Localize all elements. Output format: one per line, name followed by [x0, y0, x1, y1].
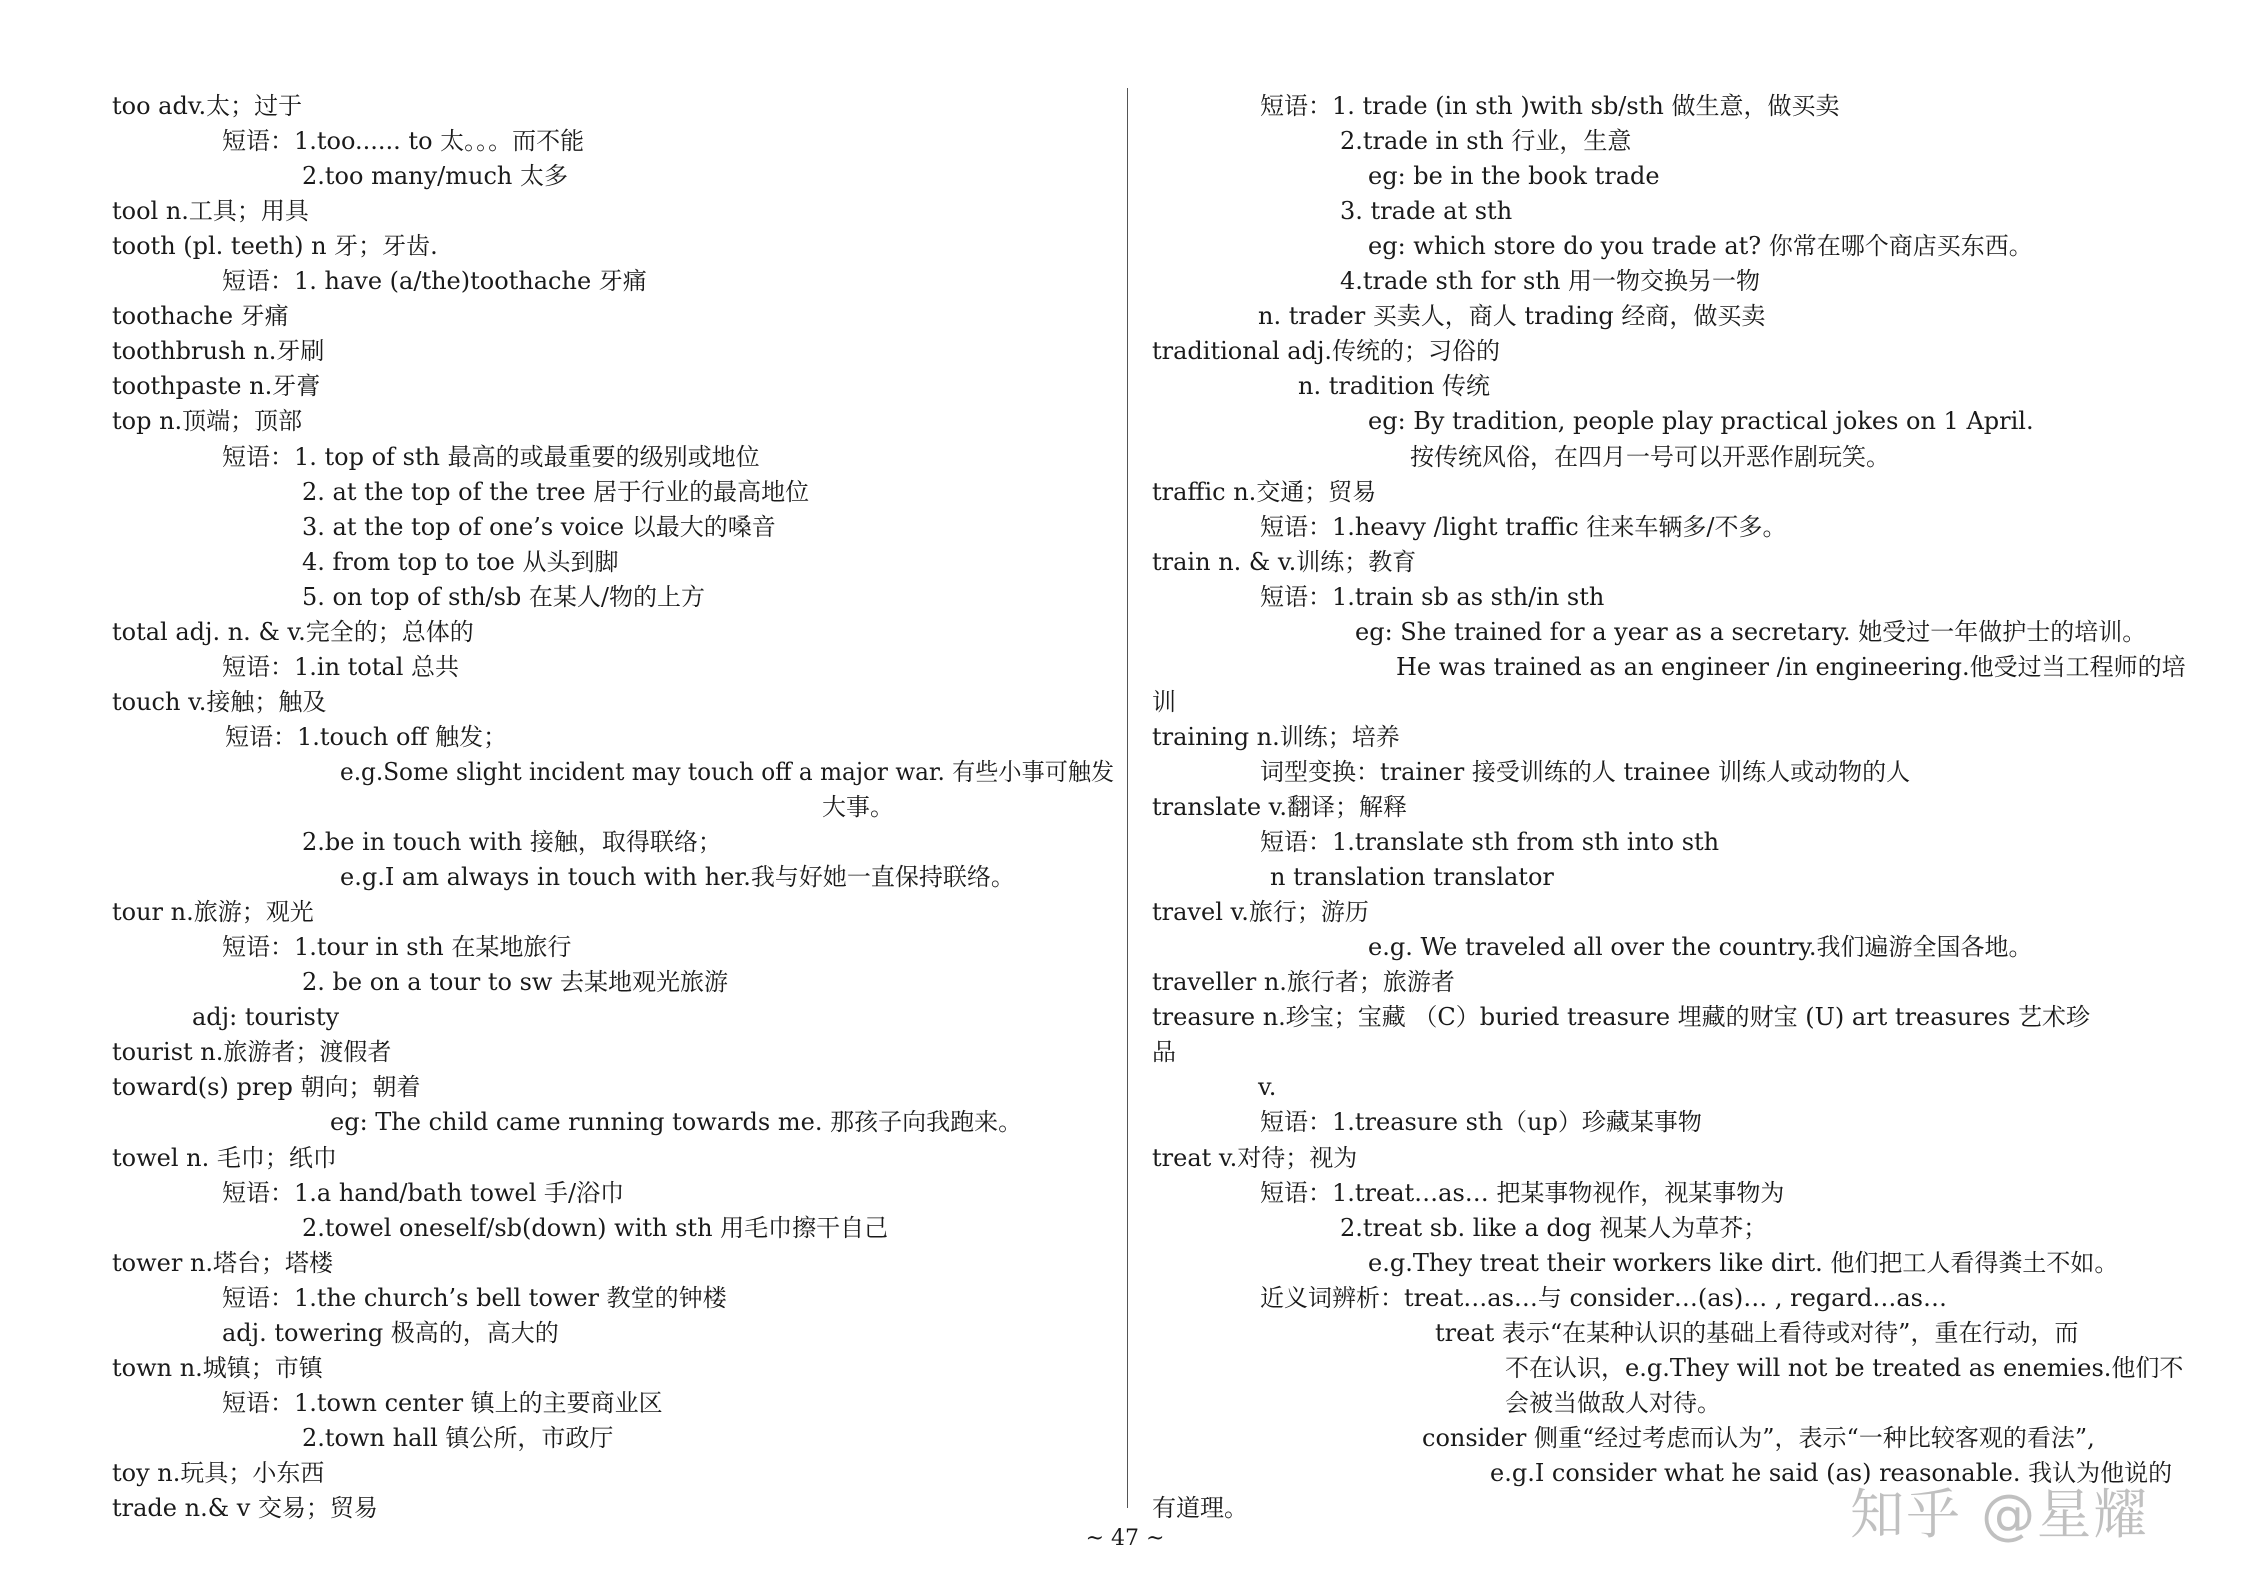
text-line: 按传统风俗，在四月一号可以开恶作剧玩笑。	[1410, 443, 1890, 471]
text-line: travel v.旅行；游历	[1152, 898, 1369, 926]
text-line: 短语：1.a hand/bath towel 手/浴巾	[222, 1179, 625, 1207]
text-line: traffic n.交通；贸易	[1152, 478, 1377, 506]
text-line: 大事。	[822, 793, 894, 821]
text-line: 短语：1.treasure sth（up）珍藏某事物	[1260, 1108, 1702, 1136]
page-number: ~ 47 ~	[1085, 1526, 1165, 1551]
text-line: e.g. We traveled all over the country.我们遍游全国各地。	[1368, 933, 2033, 961]
text-line: 3. at the top of one’s voice 以最大的嗓音	[302, 513, 776, 541]
text-line: touch v.接触；触及	[112, 688, 327, 716]
text-line: eg: be in the book trade	[1368, 162, 1660, 190]
text-line: 4.trade sth for sth 用一物交换另一物	[1340, 267, 1761, 295]
text-line: eg: By tradition, people play practical jokes on 1 April.	[1368, 407, 2034, 435]
text-line: 有道理。	[1152, 1494, 1248, 1522]
text-line: 短语：1. have (a/the)toothache 牙痛	[222, 267, 647, 295]
text-line: 短语：1.train sb as sth/in sth	[1260, 583, 1605, 611]
text-line: 2. be on a tour to sw 去某地观光旅游	[302, 968, 729, 996]
text-line: He was trained as an engineer /in engineering.他受过当工程师的培	[1396, 653, 2186, 681]
text-line: towel n. 毛巾；纸巾	[112, 1144, 337, 1172]
left-column	[0, 0, 1120, 1587]
text-line: eg: She trained for a year as a secretary. 她受过一年做护士的培训。	[1355, 618, 2147, 646]
text-line: traditional adj.传统的；习俗的	[1152, 337, 1501, 365]
text-line: 短语：1.treat…as… 把某事物视作，视某事物为	[1260, 1179, 1785, 1207]
text-line: treasure n.珍宝；宝藏 （C）buried treasure 埋藏的财宝 (U) art treasures 艺术珍	[1152, 1003, 2090, 1031]
text-line: 不在认识，e.g.They will not be treated as enemies.他们不	[1505, 1354, 2184, 1382]
text-line: tool n.工具；用具	[112, 197, 309, 225]
text-line: toy n.玩具；小东西	[112, 1459, 325, 1487]
text-line: 近义词辨析：treat…as…与 consider…(as)… , regard…as…	[1260, 1284, 1947, 1312]
text-line: 短语：1.too...... to 太。。。而不能	[222, 127, 585, 155]
text-line: 词型变换：trainer 接受训练的人 trainee 训练人或动物的人	[1260, 758, 1911, 786]
text-line: 短语：1.translate sth from sth into sth	[1260, 828, 1720, 856]
text-line: eg: which store do you trade at? 你常在哪个商店买东西。	[1368, 232, 2033, 260]
text-line: eg: The child came running towards me. 那孩子向我跑来。	[330, 1108, 1023, 1136]
text-line: 2.towel oneself/sb(down) with sth 用毛巾擦干自己	[302, 1214, 889, 1242]
text-line: treat 表示“在某种认识的基础上看待或对待”，重在行动，而	[1435, 1319, 2079, 1347]
text-line: e.g.Some slight incident may touch off a major war. 有些小事可触发	[340, 758, 1115, 786]
text-line: 会被当做敌人对待。	[1505, 1389, 1721, 1417]
text-line: train n. & v.训练；教育	[1152, 548, 1417, 576]
text-line: tour n.旅游；观光	[112, 898, 314, 926]
text-line: trade n.& v 交易；贸易	[112, 1494, 378, 1522]
text-line: tooth (pl. teeth) n 牙；牙齿.	[112, 232, 438, 260]
text-line: e.g.They treat their workers like dirt. 他们把工人看得粪土不如。	[1368, 1249, 2119, 1277]
text-line: 短语：1.the church’s bell tower 教堂的钟楼	[222, 1284, 727, 1312]
text-line: 短语：1.heavy /light traffic 往来车辆多/不多。	[1260, 513, 1787, 541]
text-line: 2. at the top of the tree 居于行业的最高地位	[302, 478, 810, 506]
text-line: 2.town hall 镇公所，市政厅	[302, 1424, 614, 1452]
text-line: 3. trade at sth	[1340, 197, 1513, 225]
text-line: 2.trade in sth 行业，生意	[1340, 127, 1632, 155]
text-line: 短语：1.touch off 触发；	[225, 723, 508, 751]
right-column	[1135, 0, 2245, 1587]
text-line: traveller n.旅行者；旅游者	[1152, 968, 1455, 996]
text-line: toothbrush n.牙刷	[112, 337, 325, 365]
text-line: 短语：1. top of sth 最高的或最重要的级别或地位	[222, 443, 760, 471]
text-line: toward(s) prep 朝向；朝着	[112, 1073, 421, 1101]
text-line: n. trader 买卖人，商人 trading 经商，做买卖	[1258, 302, 1766, 330]
text-line: total adj. n. & v.完全的；总体的	[112, 618, 474, 646]
text-line: too adv.太；过于	[112, 92, 303, 120]
text-line: 2.be in touch with 接触，取得联络；	[302, 828, 722, 856]
text-line: training n.训练；培养	[1152, 723, 1400, 751]
text-line: e.g.I consider what he said (as) reasonable. 我认为他说的	[1490, 1459, 2173, 1487]
text-line: 2.treat sb. like a dog 视某人为草芥；	[1340, 1214, 1768, 1242]
text-line: 4. from top to toe 从头到脚	[302, 548, 619, 576]
text-line: tourist n.旅游者；渡假者	[112, 1038, 392, 1066]
text-line: consider 侧重“经过考虑而认为”，表示“一种比较客观的看法”,	[1422, 1424, 2095, 1452]
column-divider	[1127, 88, 1128, 1508]
text-line: 2.too many/much 太多	[302, 162, 568, 190]
text-line: v.	[1258, 1073, 1277, 1101]
text-line: 短语：1.town center 镇上的主要商业区	[222, 1389, 663, 1417]
text-line: toothpaste n.牙膏	[112, 372, 321, 400]
text-line: 短语：1.tour in sth 在某地旅行	[222, 933, 572, 961]
text-line: 品	[1152, 1038, 1176, 1066]
text-line: e.g.I am always in touch with her.我与好她一直保持联络。	[340, 863, 1015, 891]
text-line: 训	[1152, 688, 1176, 716]
text-line: n. tradition 传统	[1298, 372, 1491, 400]
watermark: 知乎 @星耀	[1850, 1483, 2150, 1546]
text-line: 短语：1. trade (in sth )with sb/sth 做生意，做买卖	[1260, 92, 1840, 120]
text-line: 短语：1.in total 总共	[222, 653, 460, 681]
text-line: toothache 牙痛	[112, 302, 289, 330]
text-line: translate v.翻译；解释	[1152, 793, 1407, 821]
text-line: treat v.对待；视为	[1152, 1144, 1358, 1172]
text-line: town n.城镇；市镇	[112, 1354, 323, 1382]
text-line: adj. towering 极高的，高大的	[222, 1319, 559, 1347]
text-line: adj: touristy	[192, 1003, 340, 1031]
text-line: 5. on top of sth/sb 在某人/物的上方	[302, 583, 706, 611]
text-line: n translation translator	[1270, 863, 1554, 891]
text-line: top n.顶端；顶部	[112, 407, 303, 435]
text-line: tower n.塔台；塔楼	[112, 1249, 334, 1277]
